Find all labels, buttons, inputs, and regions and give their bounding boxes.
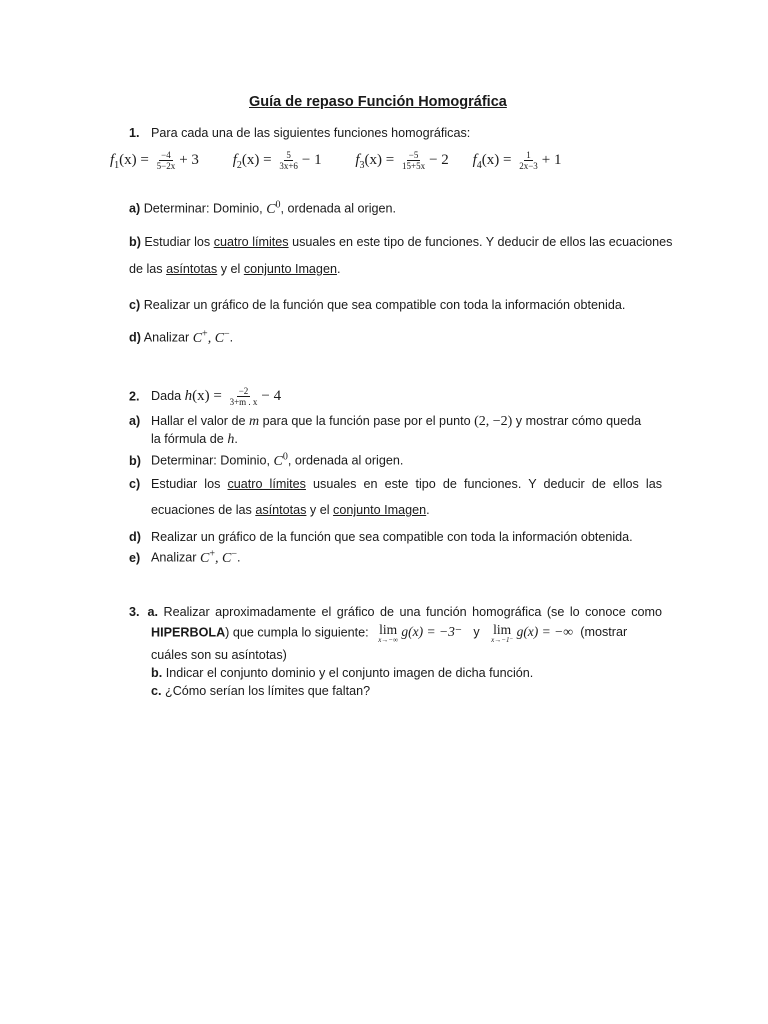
- q2-header: 2. Dada h(x) = $\frac{-2}{3+m . x}$ − 4: [129, 386, 282, 408]
- page-title: Guía de repaso Función Homográfica: [249, 94, 507, 110]
- q1-functions: [110, 150, 562, 172]
- q1-item-b-line2: de las asíntotas y el conjunto Imagen.: [129, 262, 341, 276]
- function-f4: $f_4(x)$ = $\frac{1}{2x-3}$ + 1: [472, 150, 562, 172]
- q1-number: 1.: [129, 126, 140, 140]
- q3-item-b: b. Indicar el conjunto dominio y el conjunto imagen de dicha función.: [151, 666, 534, 680]
- q3-line2: HIPERBOLA) que cumpla lo siguiente: lim x→−∞ g(x) = −3⁻ y lim x→−1⁻ g(x) = −∞ (mostrar: [151, 622, 628, 644]
- q1-item-b-line1: b) Estudiar los cuatro límites usuales en este tipo de funciones. Y deducir de ellos las ecuaciones: [129, 235, 673, 249]
- q2-item-a-line1: a) Hallar el valor de m para que la función pase por el punto (2, −2) y mostrar cómo queda: [129, 414, 642, 429]
- q2-item-b: b) Determinar: Dominio, $C^0$, ordenada al origen.: [129, 451, 404, 469]
- q1-item-c: c) Realizar un gráfico de la función que sea compatible con toda la información obtenida.: [129, 298, 626, 312]
- q2-item-e: e) Analizar C+, C−.: [129, 548, 241, 566]
- limit-2: lim x→−1⁻ g(x) = −∞: [491, 622, 573, 644]
- q2-item-c-line1: c) Estudiar los cuatro límites usuales en este tipo de funciones. Y deducir de ellos las: [129, 477, 662, 491]
- q1-item-a: a) Determinar: Dominio, $C^0$, ordenada al origen.: [129, 199, 397, 217]
- q1-intro: Para cada una de las siguientes funciones homográficas:: [151, 126, 471, 140]
- q2-number: 2.: [129, 389, 140, 404]
- limit-1: lim x→−∞ g(x) = −3⁻: [378, 622, 462, 644]
- q1-item-d: d) Analizar C+, C−.: [129, 328, 234, 346]
- q1-header: [129, 126, 470, 140]
- function-f1: $f_1(x)$ = $\frac{-4}{5-2x}$ + 3: [110, 150, 199, 172]
- q3-line1: 3. a. Realizar aproximadamente el gráfico de una función homográfica (se lo conoce como: [129, 605, 662, 619]
- q2-item-d: d) Realizar un gráfico de la función que sea compatible con toda la información obtenida.: [129, 530, 633, 544]
- function-f2: $f_2(x)$ = $\frac{5}{3x+6}$ − 1: [232, 150, 322, 172]
- function-f3: $f_3(x)$ = $\frac{-5}{15+5x}$ − 2: [355, 150, 449, 172]
- q2-item-c-line2: ecuaciones de las asíntotas y el conjunto Imagen.: [151, 503, 430, 517]
- q2-item-a-line2: la fórmula de h.: [151, 432, 238, 447]
- q3-item-c: c. ¿Cómo serían los límites que faltan?: [151, 684, 371, 698]
- q3-line3: cuáles son su asíntotas): [151, 648, 287, 662]
